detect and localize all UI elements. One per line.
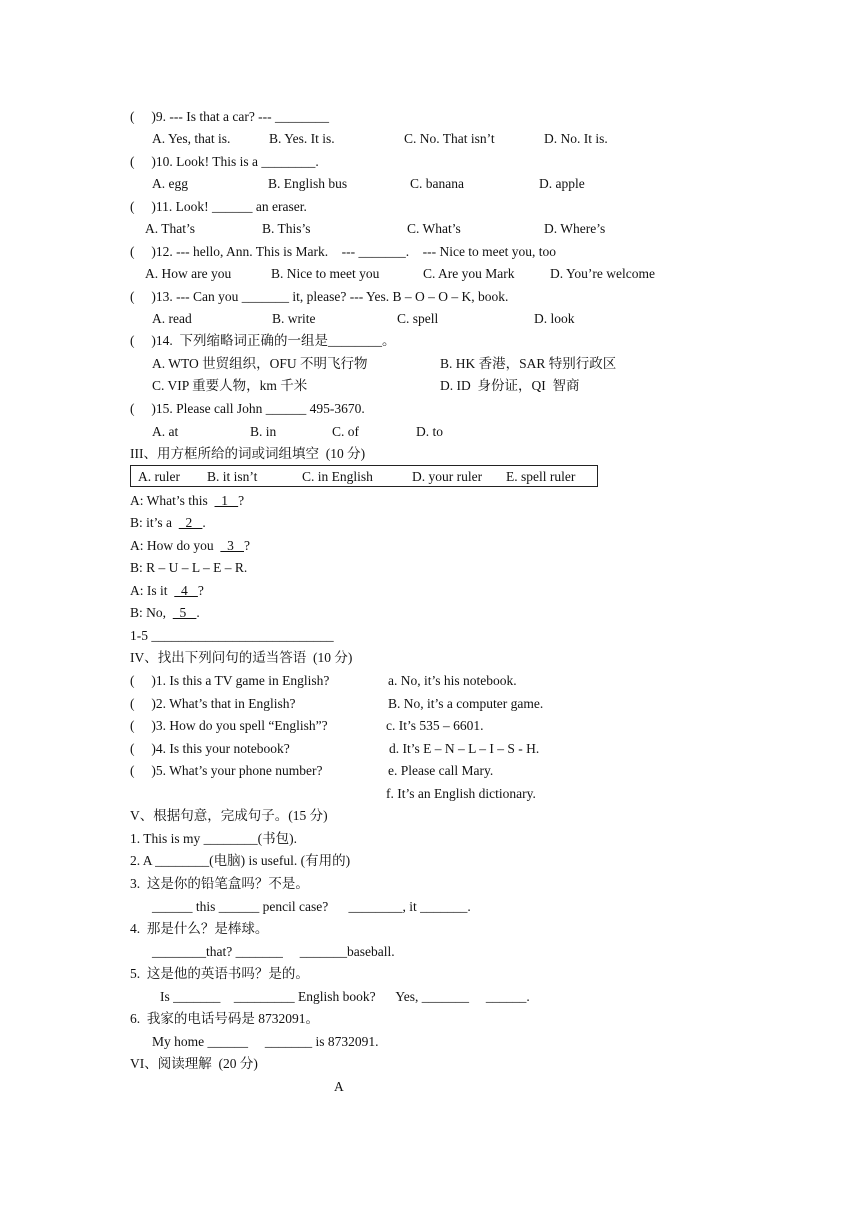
q14-option-d: D. ID 身份证，QI 智商	[440, 378, 580, 393]
q10-option-d: D. apple	[539, 176, 585, 191]
sentence-3-blanks: ______ this ______ pencil case? ________, it _______.	[152, 899, 471, 914]
question-12-stem: ( )12. --- hello, Ann. This is Mark. --- _______. --- Nice to meet you, too	[130, 244, 557, 259]
q12-option-a: A. How are you	[145, 266, 232, 281]
sentence-5-prompt: 5. 这是他的英语书吗？是的。	[130, 966, 309, 981]
q15-option-d: D. to	[416, 424, 443, 439]
dialog-line-6: B: No, 5 .	[130, 605, 200, 620]
blank-3: 3	[220, 538, 244, 553]
q11-option-d: D. Where’s	[544, 221, 606, 236]
dialog-line-2: B: it’s a 2 .	[130, 515, 206, 530]
q11-option-a: A. That’s	[145, 221, 195, 236]
sentence-1: 1. This is my ________(书包).	[130, 831, 298, 846]
q15-option-b: B. in	[250, 424, 277, 439]
question-13-stem: ( )13. --- Can you _______ it, please? --- Yes. B – O – O – K, book.	[130, 289, 509, 304]
match-answer-f: f. It’s an English dictionary.	[386, 786, 536, 801]
q13-option-d: D. look	[534, 311, 575, 326]
passage-label: A	[334, 1079, 344, 1094]
answer-line: 1-5 ___________________________	[130, 628, 334, 643]
match-question-2: ( )2. What’s that in English?	[130, 696, 296, 711]
match-answer-c: c. It’s 535 – 6601.	[386, 718, 484, 733]
dialog-line-1: A: What’s this 1 ?	[130, 493, 245, 508]
q15-option-c: C. of	[332, 424, 359, 439]
section-5-title: V、根据句意，完成句子。(15 分)	[130, 808, 328, 823]
sentence-6-blanks: My home ______ _______ is 8732091.	[152, 1034, 379, 1049]
question-10-stem: ( )10. Look! This is a ________.	[130, 154, 319, 169]
q9-option-c: C. No. That isn’t	[404, 131, 495, 146]
section-3-title: III、用方框所给的词或词组填空 (10 分)	[130, 446, 366, 461]
match-answer-a: a. No, it’s his notebook.	[388, 673, 517, 688]
word-box-item-d: D. your ruler	[412, 469, 483, 484]
match-answer-d: d. It’s E – N – L – I – S - H.	[389, 741, 540, 756]
q13-option-b: B. write	[272, 311, 316, 326]
blank-5: 5	[172, 605, 197, 620]
question-11-stem: ( )11. Look! ______ an eraser.	[130, 199, 307, 214]
dialog-line-4: B: R – U – L – E – R.	[130, 560, 248, 575]
q12-option-d: D. You’re welcome	[550, 266, 655, 281]
question-15-stem: ( )15. Please call John ______ 495-3670.	[130, 401, 365, 416]
dialog-line-3: A: How do you 3 ?	[130, 538, 250, 553]
q10-option-b: B. English bus	[268, 176, 348, 191]
match-answer-b: B. No, it’s a computer game.	[388, 696, 544, 711]
blank-1: 1	[214, 493, 239, 508]
blank-4: 4	[174, 583, 198, 598]
match-question-5: ( )5. What’s your phone number?	[130, 763, 323, 778]
q12-option-b: B. Nice to meet you	[271, 266, 380, 281]
sentence-6-prompt: 6. 我家的电话号码是 8732091。	[130, 1011, 319, 1026]
word-box-item-b: B. it isn’t	[207, 469, 258, 484]
sentence-3-prompt: 3. 这是你的铅笔盒吗？不是。	[130, 876, 309, 891]
q10-option-c: C. banana	[410, 176, 464, 191]
q11-option-c: C. What’s	[407, 221, 461, 236]
match-answer-e: e. Please call Mary.	[388, 763, 494, 778]
word-box-item-c: C. in English	[302, 469, 373, 484]
word-box-item-a: A. ruler	[138, 469, 180, 484]
match-question-1: ( )1. Is this a TV game in English?	[130, 673, 330, 688]
q14-option-b: B. HK 香港，SAR 特别行政区	[440, 356, 617, 371]
dialog-line-5: A: Is it 4 ?	[130, 583, 204, 598]
q15-option-a: A. at	[152, 424, 179, 439]
section-4-title: IV、找出下列问句的适当答语 (10 分)	[130, 650, 353, 665]
q9-option-a: A. Yes, that is.	[152, 131, 231, 146]
q9-option-b: B. Yes. It is.	[269, 131, 335, 146]
q13-option-c: C. spell	[397, 311, 439, 326]
q14-option-c: C. VIP 重要人物，km 千米	[152, 378, 308, 393]
q9-option-d: D. No. It is.	[544, 131, 608, 146]
q13-option-a: A. read	[152, 311, 192, 326]
q12-option-c: C. Are you Mark	[423, 266, 515, 281]
question-14-stem: ( )14. 下列缩略词正确的一组是________。	[130, 333, 396, 348]
q14-option-a: A. WTO 世贸组织，OFU 不明飞行物	[152, 356, 368, 371]
q11-option-b: B. This’s	[262, 221, 311, 236]
word-box-item-e: E. spell ruler	[506, 469, 576, 484]
q10-option-a: A. egg	[152, 176, 188, 191]
sentence-4-prompt: 4. 那是什么？是棒球。	[130, 921, 269, 936]
blank-2: 2	[178, 515, 203, 530]
question-9-stem: ( )9. --- Is that a car? --- ________	[130, 109, 330, 124]
match-question-3: ( )3. How do you spell “English”?	[130, 718, 328, 733]
match-question-4: ( )4. Is this your notebook?	[130, 741, 290, 756]
section-6-title: VI、阅读理解 (20 分)	[130, 1056, 258, 1071]
sentence-4-blanks: ________that? _______ _______baseball.	[152, 944, 395, 959]
sentence-2: 2. A ________(电脑) is useful. (有用的)	[130, 853, 351, 868]
sentence-5-blanks: Is _______ _________ English book? Yes, _______ ______.	[160, 989, 530, 1004]
